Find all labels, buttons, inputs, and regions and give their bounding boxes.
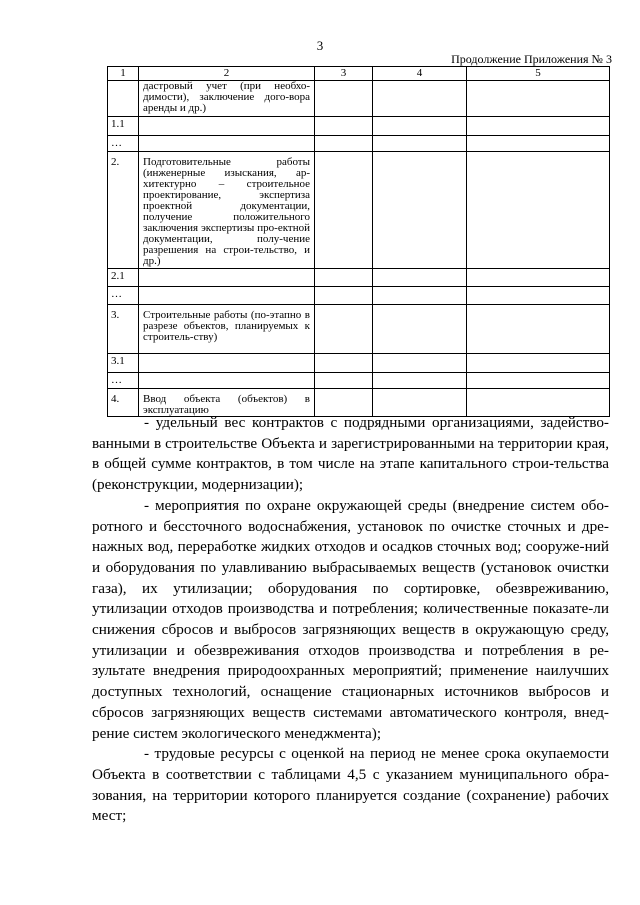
empty-cell xyxy=(467,81,610,117)
row-description: Строительные работы (по-этапно в разрезе объектов, планируемых к строитель-ству) xyxy=(139,305,315,354)
table-header-cell: 5 xyxy=(467,67,610,81)
row-number: … xyxy=(108,373,139,389)
empty-cell xyxy=(315,305,373,354)
row-number: 4. xyxy=(108,389,139,417)
row-number: 1.1 xyxy=(108,117,139,136)
table-row xyxy=(108,136,610,152)
table-row xyxy=(108,354,610,373)
paragraph: - трудовые ресурсы с оценкой на период не менее срока окупаемости Объекта в соответствии с таблицами 4,5 с указанием муниципального обра-зования, на территории которого планируется создание (сохранение) рабочих мест; xyxy=(92,745,609,825)
row-number: 3. xyxy=(108,305,139,354)
table-row xyxy=(108,305,610,354)
paragraph: - удельный вес контрактов с подрядными организациями, задейство-ванными в строительстве Объекта и зарегистрированными на территории края, в общей сумме контрактов, в том числе на этапе капитального строи-тельства (реконструкции, модернизации); xyxy=(92,414,609,494)
empty-cell xyxy=(373,373,467,389)
table-row xyxy=(108,373,610,389)
table-header-row xyxy=(108,67,610,81)
empty-cell xyxy=(315,152,373,269)
row-number xyxy=(108,81,139,117)
row-description xyxy=(139,373,315,389)
row-description xyxy=(139,354,315,373)
row-number: 2. xyxy=(108,152,139,269)
empty-cell xyxy=(373,305,467,354)
empty-cell xyxy=(315,269,373,287)
row-description: Подготовительные работы (инженерные изыскания, ар-хитектурно – строительное проектирование, экспертиза проектной документации, получение положительного заключения экспертизы про-ектной документации, полу-чение разрешения на строи-тельство, и др.) xyxy=(139,152,315,269)
empty-cell xyxy=(467,373,610,389)
row-description: Ввод объекта (объектов) в эксплуатацию xyxy=(139,389,315,417)
empty-cell xyxy=(315,81,373,117)
empty-cell xyxy=(315,136,373,152)
table-row xyxy=(108,81,610,117)
table-header-cell: 4 xyxy=(373,67,467,81)
table-header-cell: 3 xyxy=(315,67,373,81)
table-header-cell: 2 xyxy=(139,67,315,81)
empty-cell xyxy=(467,354,610,373)
empty-cell xyxy=(467,305,610,354)
empty-cell xyxy=(373,136,467,152)
row-description xyxy=(139,287,315,305)
empty-cell xyxy=(373,287,467,305)
empty-cell xyxy=(467,136,610,152)
row-description xyxy=(139,117,315,136)
empty-cell xyxy=(467,287,610,305)
row-number: … xyxy=(108,136,139,152)
empty-cell xyxy=(467,152,610,269)
paragraph: - мероприятия по охране окружающей среды (внедрение систем обо-ротного и бессточного водоснабжения, установок по очистке сточных и дре-нажных вод, переработке жидких отходов и осадков сточных вод; сооруже-ний и оборудования по улавливанию выбрасываемых веществ (установок очистки газа), их утилизации; оборудования по сортировке, обезвреживанию, утилизации отходов производства и потребления; количественные показате-ли снижения сбросов и выбросов загрязняющих веществ в окружающую среду, утилизации и обезвреживания отходов производства и потребления в ре-зультате внедрения природоохранных мероприятий; применение наилучших доступных технологий, оснащение стационарных источников выбросов и сбросов загрязняющих веществ системами автоматического контроля, внед-рение систем экологического менеджмента); xyxy=(92,496,609,742)
row-number: 3.1 xyxy=(108,354,139,373)
empty-cell xyxy=(373,81,467,117)
table-header-cell: 1 xyxy=(108,67,139,81)
empty-cell xyxy=(315,354,373,373)
row-description xyxy=(139,136,315,152)
row-description xyxy=(139,269,315,287)
table-row xyxy=(108,287,610,305)
table-row xyxy=(108,152,610,269)
empty-cell xyxy=(373,269,467,287)
row-number: 2.1 xyxy=(108,269,139,287)
page-number: 3 xyxy=(316,38,324,53)
empty-cell xyxy=(373,117,467,136)
table-row xyxy=(108,269,610,287)
empty-cell xyxy=(315,287,373,305)
row-description: дастровый учет (при необхо-димости), заключение дого-вора аренды и др.) xyxy=(139,81,315,117)
table-row xyxy=(108,117,610,136)
empty-cell xyxy=(373,152,467,269)
empty-cell xyxy=(315,117,373,136)
empty-cell xyxy=(315,373,373,389)
row-number: … xyxy=(108,287,139,305)
empty-cell xyxy=(467,117,610,136)
continuation-label: Продолжение Приложения № 3 xyxy=(451,52,612,66)
body-text xyxy=(92,413,609,827)
stages-table xyxy=(107,66,610,417)
empty-cell xyxy=(373,354,467,373)
empty-cell xyxy=(467,269,610,287)
